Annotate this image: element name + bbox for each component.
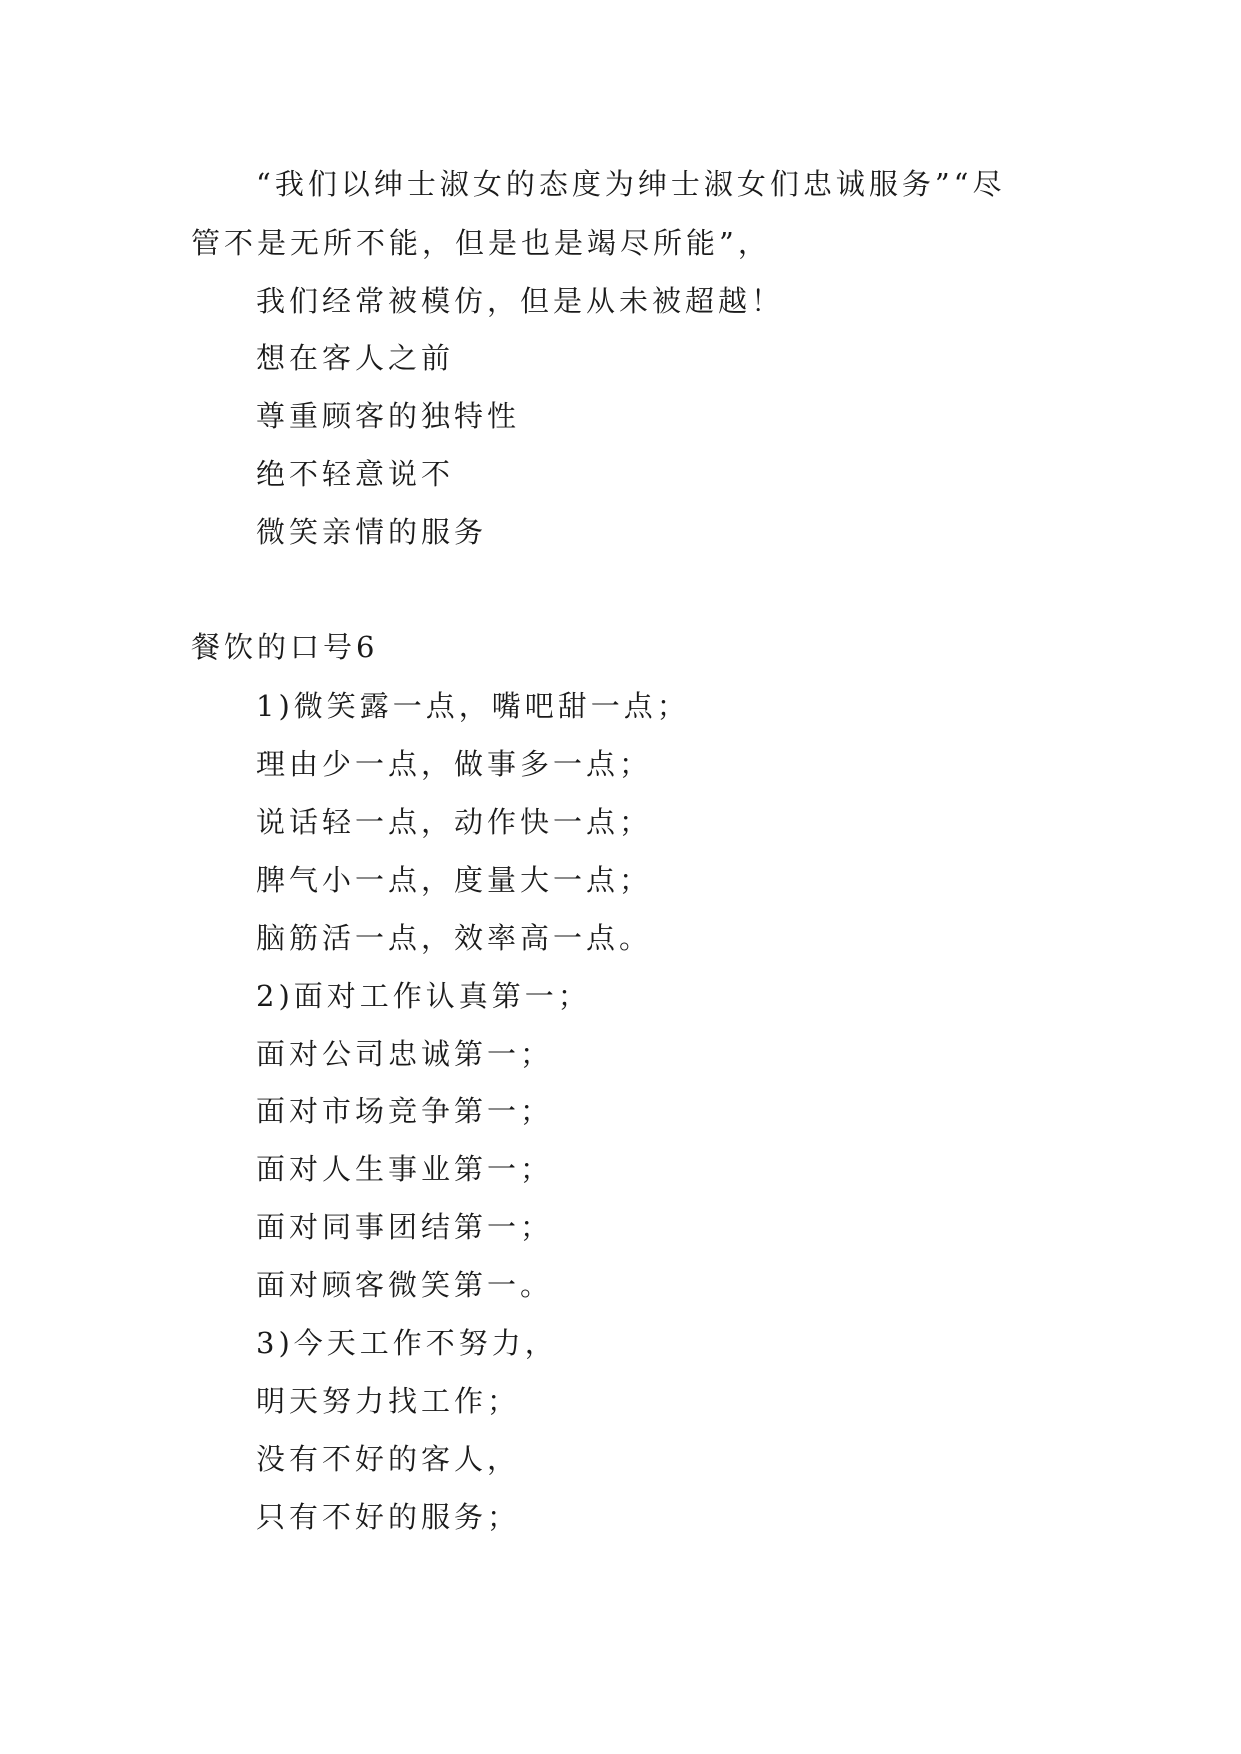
intro-line: 想在客人之前 <box>256 341 455 375</box>
slogan-line: 脾气小一点，度量大一点； <box>256 863 653 897</box>
slogan-line: 只有不好的服务； <box>256 1500 521 1534</box>
slogan-line: 明天努力找工作； <box>256 1384 521 1418</box>
slogan-line: 3)今天工作不努力， <box>256 1326 558 1360</box>
slogan-line: 理由少一点，做事多一点； <box>256 747 653 781</box>
slogan-line: 面对市场竞争第一； <box>256 1094 554 1128</box>
intro-quote-line-2: 管不是无所不能，但是也是竭尽所能”， <box>191 226 771 260</box>
section-heading: 餐饮的口号6 <box>191 630 379 664</box>
slogan-line: 面对人生事业第一； <box>256 1152 554 1186</box>
intro-line: 微笑亲情的服务 <box>256 515 488 549</box>
slogan-line: 脑筋活一点，效率高一点。 <box>256 921 653 955</box>
intro-quote-line-1: “我们以绅士淑女的态度为绅士淑女们忠诚服务”“尽 <box>256 167 1006 201</box>
slogan-line: 1)微笑露一点，嘴吧甜一点； <box>256 689 690 723</box>
slogan-line: 2)面对工作认真第一； <box>256 979 591 1013</box>
intro-line: 尊重顾客的独特性 <box>256 399 521 433</box>
intro-line: 绝不轻意说不 <box>256 457 455 491</box>
intro-line: 我们经常被模仿，但是从未被超越！ <box>256 284 785 318</box>
slogan-line: 面对同事团结第一； <box>256 1210 554 1244</box>
slogan-line: 说话轻一点，动作快一点； <box>256 805 653 839</box>
slogan-line: 面对顾客微笑第一。 <box>256 1268 554 1302</box>
slogan-line: 面对公司忠诚第一； <box>256 1037 554 1071</box>
slogan-line: 没有不好的客人， <box>256 1442 521 1476</box>
